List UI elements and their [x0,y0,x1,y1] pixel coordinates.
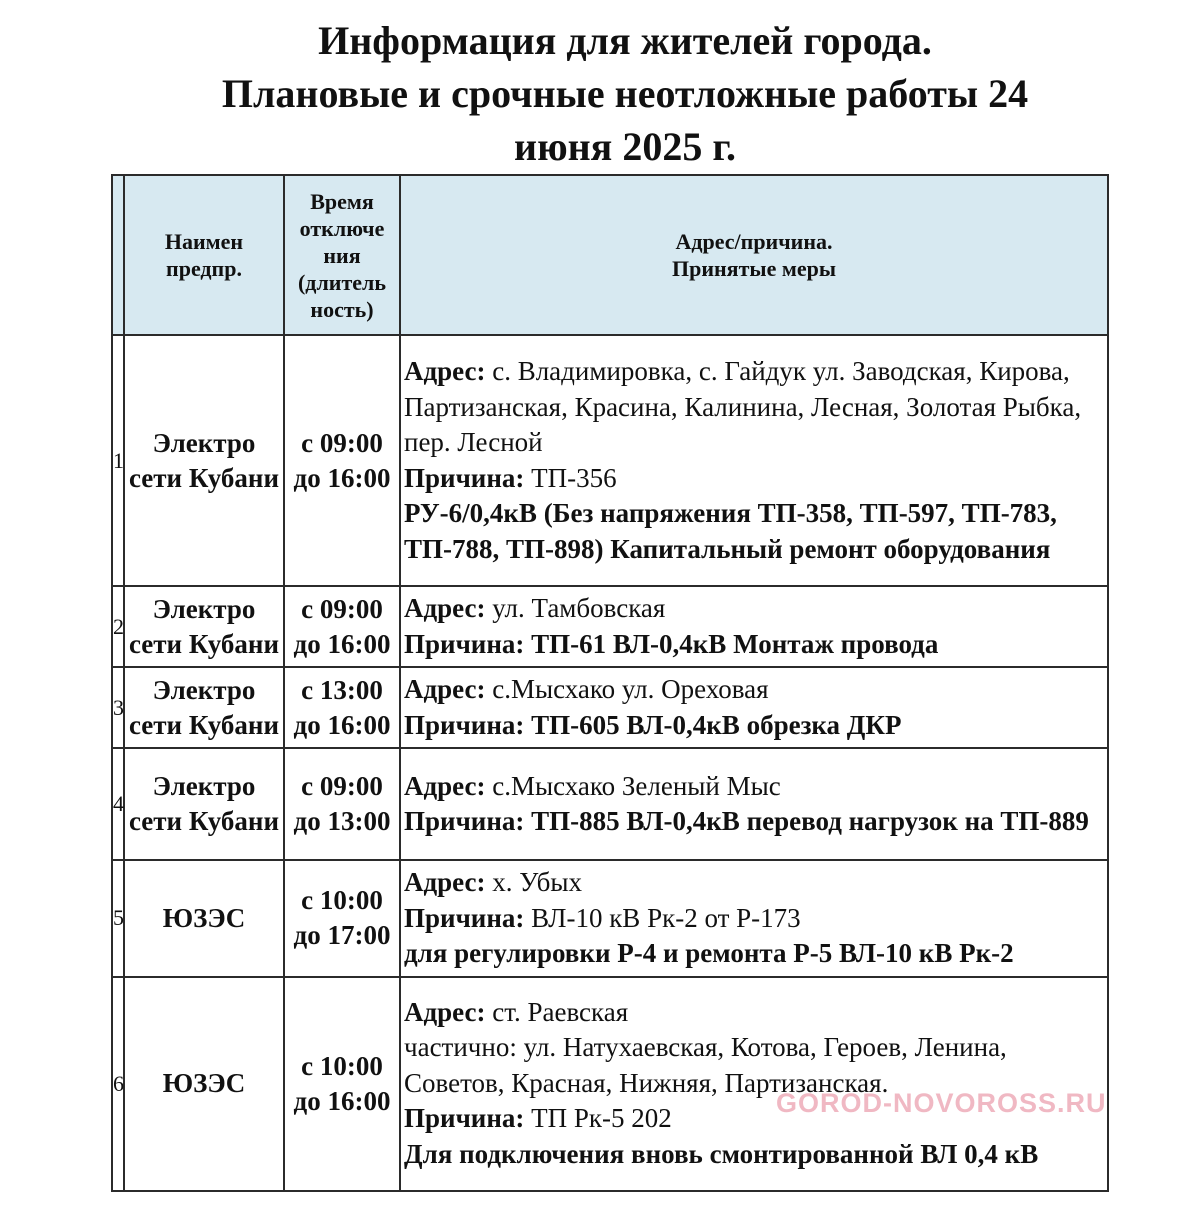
header-time-line-3: ния [323,242,361,268]
time-cell [284,335,400,586]
time-line-2: до 16:00 [293,462,391,493]
table-row [112,586,1108,667]
address-label: Адрес: [404,867,486,897]
table-row [112,977,1108,1191]
info-cell [400,748,1108,860]
time-line-2: до 16:00 [293,709,391,740]
table-row [112,860,1108,977]
site-watermark: GOROD-NOVOROSS.RU [776,1088,1107,1118]
title-line-3: июня 2025 г. [514,124,736,169]
org-line-1: Электро [152,593,256,624]
address-label: Адрес: [404,356,486,386]
info-cell [400,667,1108,748]
time-cell [284,586,400,667]
reason-text: ТП-885 ВЛ-0,4кВ перевод нагрузок на ТП-889 [531,806,1089,836]
title-line-1: Информация для жителей города. [318,18,932,63]
header-org-cell [124,175,284,335]
address-label: Адрес: [404,674,486,704]
org-cell [124,977,284,1191]
address-text: с.Мысхако ул. Ореховая [492,674,769,704]
address-label: Адрес: [404,770,486,801]
reason-label: Причина: [404,1103,525,1134]
reason-label: Причина: [404,462,525,493]
header-time-line-1: Время [310,188,374,214]
time-line-1: с 10:00 [301,885,383,916]
reason-label: Причина: [404,628,525,659]
header-org-line-1: Наимен [164,229,244,254]
time-cell [284,748,400,860]
info-cell [400,335,1108,586]
header-info-cell [400,175,1108,335]
reason-text: ВЛ-10 кВ Рк-2 от Р-173 [531,902,801,933]
address-text: с. Владимировка, с. Гайдук ул. Заводская, Кирова, Партизанская, Красина, Калинина, Лесная, Золотая Рыбка, пер. Лесной [404,356,1082,457]
time-line-1: с 09:00 [301,427,383,458]
table-row [112,748,1108,860]
org-line-1: Электро [152,771,256,801]
time-line-2: до 16:00 [293,1085,391,1116]
time-cell [284,667,400,748]
org-cell [124,667,284,748]
reason-label: Причина: [404,902,525,933]
address-label: Адрес: [404,593,486,623]
address-label: Адрес: [404,996,486,1027]
org-cell [124,860,284,977]
table-row [112,667,1108,748]
header-time-line-4: (длитель [297,269,387,295]
org-line-1: Электро [152,427,256,458]
address-text: ул. Тамбовская [492,593,666,623]
time-cell [284,860,400,977]
page-title [0,14,1200,173]
header-time-cell [284,175,400,335]
time-cell [284,977,400,1191]
row-number: 6 [112,977,124,1191]
row-number: 3 [112,667,124,748]
header-num-cell [112,175,124,335]
header-info-line-2: Принятые меры [671,256,836,281]
row-number: 1 [112,335,124,586]
info-cell [400,586,1108,667]
time-line-1: с 09:00 [301,593,383,624]
reason-label: Причина: [404,806,525,836]
org-line-1: ЮЗЭС [162,902,246,933]
header-org-line-2: предпр. [166,256,242,281]
org-line-2: сети Кубани [128,462,280,493]
address-extra-text: частично: ул. Натухаевская, Котова, Героев, Ленина, Советов, Красная, Нижняя, Партизанская. [404,1032,1007,1098]
row-number: 5 [112,860,124,977]
time-line-1: с 10:00 [301,1050,383,1081]
measures-text: Для подключения вновь смонтированной ВЛ 0,4 кВ [404,1138,1039,1169]
header-row [112,175,1108,335]
org-cell [124,335,284,586]
time-line-2: до 17:00 [293,920,391,951]
header-info-line-1: Адрес/причина. [675,229,833,254]
org-line-1: ЮЗЭС [162,1068,246,1098]
org-line-1: Электро [152,674,256,705]
address-text: х. Убых [492,867,583,897]
table-row [112,335,1108,586]
info-cell [400,977,1108,1191]
org-cell [124,748,284,860]
org-line-2: сети Кубани [128,806,280,836]
time-line-1: с 09:00 [301,771,383,801]
reason-text: ТП-605 ВЛ-0,4кВ обрезка ДКР [531,709,902,740]
time-line-2: до 13:00 [293,806,391,836]
works-table [111,174,1109,1192]
info-cell [400,860,1108,977]
row-number: 2 [112,586,124,667]
address-text: с.Мысхако Зеленый Мыс [492,770,781,801]
title-line-2: Плановые и срочные неотложные работы 24 [221,71,1029,116]
reason-text: ТП-61 ВЛ-0,4кВ Монтаж провода [531,628,939,659]
org-line-2: сети Кубани [128,709,280,740]
measures-text: для регулировки Р-4 и ремонта Р-5 ВЛ-10 кВ Рк-2 [404,938,1014,968]
reason-label: Причина: [404,709,525,740]
org-line-2: сети Кубани [128,628,280,659]
measures-text: РУ-6/0,4кВ (Без напряжения ТП-358, ТП-597, ТП-783, ТП-788, ТП-898) Капитальный ремонт оборудования [404,498,1057,564]
time-line-2: до 16:00 [293,628,391,659]
header-time-line-2: отключе [299,215,385,241]
org-cell [124,586,284,667]
row-number: 4 [112,748,124,860]
header-time-line-5: ность) [310,296,374,322]
address-text: ст. Раевская [492,996,629,1027]
time-line-1: с 13:00 [301,674,383,705]
reason-text: ТП-356 [531,462,617,493]
reason-text: ТП Рк-5 202 [531,1103,672,1134]
